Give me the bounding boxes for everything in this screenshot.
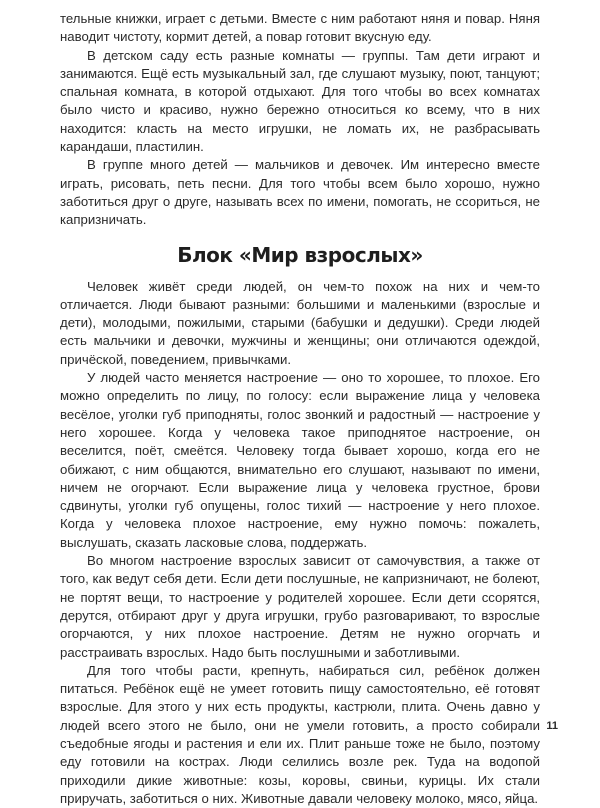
paragraph-kindergarten-rooms: В детском саду есть разные комнаты — группы. Там дети играют и занимаются. Ещё есть музыкальный зал, где слушают музыку, поют, танцуют; спальная комната, в которой отдыхают. Для того чтобы во всех комнатах было чисто и красиво, нужно бережно относиться ко всему, что в них находится: класть на место игрушки, не ломать их, не разбрасывать карандаши, пластилин. [60,47,540,155]
paragraph-adults-mood: Во многом настроение взрослых зависит от самочувствия, а также от того, как ведут себя дети. Если дети послушные, не капризничают, не болеют, не портят вещи, то настроение у родителей хорошее. Если дети ссорятся, дерутся, отбирают друг у друга игрушки, грубо разговаривают, то взрослые огорчаются, у них плохое настроение. Детям не нужно огорчать и расстраивать взрослых. Надо быть послушными и заботливыми. [60,553,540,660]
paragraph-continuation: тельные книжки, играет с детьми. Вместе с ним работают няня и повар. Няня наводит чистоту, кормит детей, а повар готовит вкусную еду. [60,11,540,45]
paragraph-group-children: В группе много детей — мальчиков и девочек. Им интересно вместе играть, рисовать, петь песни. Для того чтобы всем было хорошо, нужно заботиться друг о друге, называть всех по имени, помогать, не ссориться, не капризничать. [60,157,540,228]
paragraph-people-differ: Человек живёт среди людей, он чем-то похож на них и чем-то отличается. Люди бывают разными: большими и маленькими (взрослые и дети), молодыми, пожилыми, старыми (бабушки и дедушки). Среди людей есть мальчики и девочки, мужчины и женщины; они отличаются одеждой, причёской, поведением, привычками. [60,278,540,367]
paragraph-food: Для того чтобы расти, крепнуть, набираться сил, ребёнок должен питаться. Ребёнок ещё не умеет готовить пищу самостоятельно, её готовят взрослые. Для этого у них есть продукты, кастрюли, плита. Очень давно у людей всего этого не было, они не умели готовить, а просто собирали съедобные ягоды и растения и ели их. Плит раньше тоже не было, поэтому еду готовили на кострах. Люди селились возле рек. Туда на водопой приходили дикие животные: козы, коровы, свиньи, курицы. Их стали приручать, заботиться о них. Животные давали человеку молоко, мясо, яйца. [60,662,540,806]
section-heading: Блок «Мир взрослых» [177,242,423,267]
paragraph-mood: У людей часто меняется настроение — оно то хорошее, то плохое. Его можно определить по лицу, по голосу: если выражение лица у человека весёлое, уголки губ приподняты, голос звонкий и радостный — настроение у него хорошее. Когда у человека такое приподнятое настроение, он веселится, поёт, смеётся. Человеку тогда бывает хорошо, когда его не обижают, с ним общаются, внимательно его слушают, называют по имени, ничем не огорчают. Если выражение лица у человека грустное, брови сдвинуты, уголки губ опущены, голос тихий — настроение у него плохое. Когда у человека плохое настроение, ему нужно помочь: пожалеть, выслушать, сказать ласковые слова, поддержать. [60,370,540,550]
page-number: 11 [546,720,558,732]
